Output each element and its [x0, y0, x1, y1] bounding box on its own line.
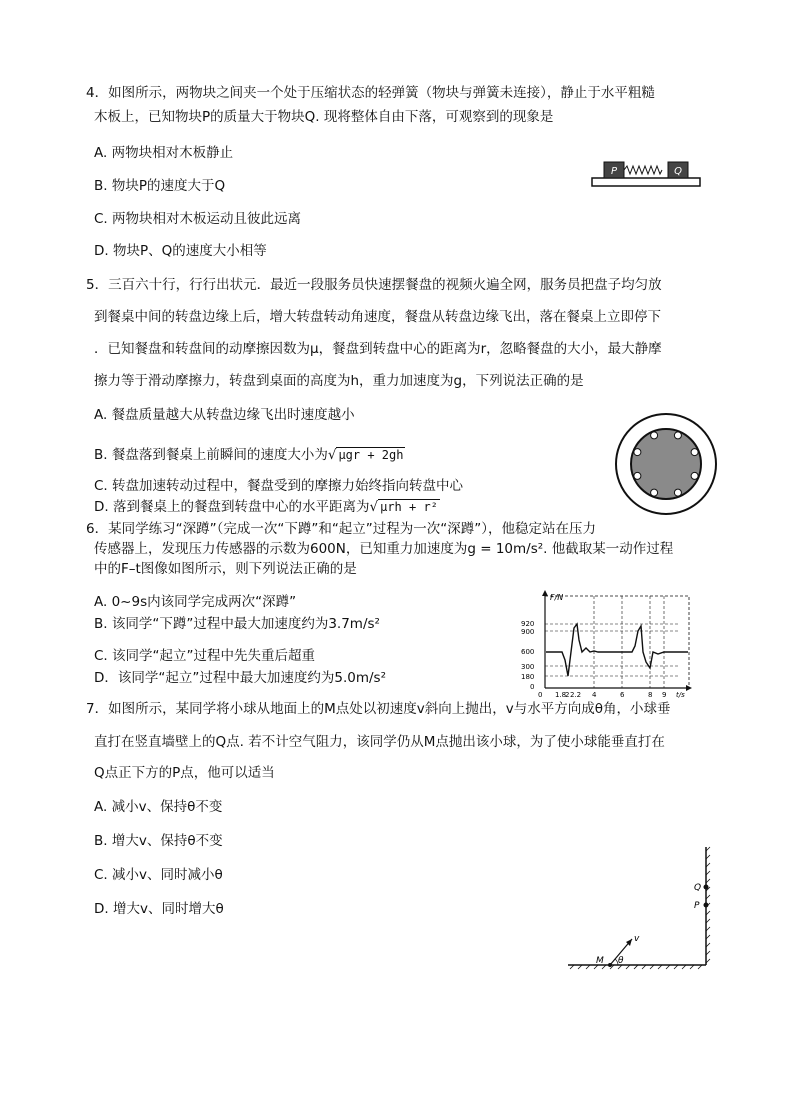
q5-stem-line3: ．已知餐盘和转盘间的动摩擦因数为μ，餐盘到转盘中心的距离为r，忽略餐盘的大小，最大静摩: [94, 341, 662, 357]
q7-point-p: [704, 903, 709, 908]
q6-ytick-900: 900: [521, 628, 535, 636]
q4-stem-line1: 4．如图所示，两物块之间夹一个处于压缩状态的轻弹簧（物块与弹簧未连接），静止于水平粗糙: [86, 85, 655, 101]
q7-option-d: D. 增大v、同时增大θ: [94, 901, 224, 917]
q4-figure: [590, 160, 702, 188]
q6-ft-chart: [518, 590, 696, 700]
q7-stem-line1: 7．如图所示，某同学将小球从地面上的M点处以初速度v斜向上抛出，v与水平方向成θ角，小球垂: [86, 701, 671, 717]
q5-option-d-radicand: μrh + r²: [380, 500, 438, 514]
q6-xtick-9: 9: [662, 691, 667, 699]
q5-stem-line2: 到餐桌中间的转盘边缘上后，增大转盘转动角速度，餐盘从转盘边缘飞出，落在餐桌上立即停下: [94, 309, 661, 325]
q7-option-b: B. 增大v、保持θ不变: [94, 833, 223, 849]
q6-stem-line3: 中的F–t图像如图所示，则下列说法正确的是: [94, 561, 357, 577]
q5-option-d-sqrt: √ μrh + r²: [369, 499, 438, 515]
q4-option-b: B. 物块P的速度大于Q: [94, 178, 226, 194]
q5-plate: [674, 432, 681, 439]
q6-xtick-1.8: 1.8: [555, 691, 567, 699]
q6-stem-line1: 6．某同学练习“深蹲”（完成一次“下蹲”和“起立”过程为一次“深蹲”），他稳定站在压力: [86, 521, 597, 537]
q6-chart-xlabel: t/s: [676, 691, 685, 699]
q4-option-c: C. 两物块相对木板运动且彼此远离: [94, 211, 302, 227]
q5-option-b-sqrt: √ μgr + 2gh: [327, 447, 404, 463]
q5-plate: [634, 449, 641, 456]
q5-option-d-text: D. 落到餐桌上的餐盘到转盘中心的水平距离为: [94, 499, 370, 515]
q6-xtick-8: 8: [648, 691, 653, 699]
q6-stem-line2: 传感器上，发现压力传感器的示数为600N，已知重力加速度为g = 10m/s². 他截取某一动作过程: [94, 541, 674, 557]
q4-label-q: Q: [674, 166, 682, 177]
q5-option-a: A. 餐盘质量越大从转盘边缘飞出时速度越小: [94, 407, 355, 423]
q5-plate: [691, 472, 698, 479]
q5-option-b: [94, 446, 405, 464]
q7-label-q: Q: [694, 883, 702, 893]
q6-ytick-600: 600: [521, 648, 535, 656]
q5-turntable: [631, 429, 701, 499]
q4-label-p: P: [610, 166, 618, 177]
q5-plate: [691, 449, 698, 456]
q5-turntable-figure: [614, 412, 718, 516]
q6-chart-ylabel: F/N: [550, 593, 564, 602]
q6-xtick-4: 4: [592, 691, 597, 699]
q5-plate: [651, 489, 658, 496]
q4-spring: [624, 166, 662, 174]
q6-ytick-920: 920: [521, 620, 535, 628]
q5-plate: [651, 432, 658, 439]
q4-board: [592, 178, 700, 186]
q5-plate: [634, 472, 641, 479]
q5-plate: [674, 489, 681, 496]
q6-xtick-2.2: 2.2: [570, 691, 582, 699]
q6-force-curve: [546, 624, 688, 676]
q5-option-d: [94, 498, 440, 516]
q7-option-c: C. 减小v、同时减小θ: [94, 867, 223, 883]
q5-stem-line1: 5．三百六十行，行行出状元．最近一段服务员快速摆餐盘的视频火遍全网，服务员把盘子均匀放: [86, 277, 662, 293]
q6-option-b: B. 该同学“下蹲”过程中最大加速度约为3.7m/s²: [94, 616, 380, 632]
q7-stem-line2: 直打在竖直墙壁上的Q点. 若不计空气阻力，该同学仍从M点抛出该小球，为了使小球能垂直打在: [94, 734, 665, 750]
q6-option-a: A. 0~9s内该同学完成两次“深蹲”: [94, 594, 297, 610]
q6-xtick-6: 6: [620, 691, 625, 699]
q6-y-arrow: [542, 590, 548, 596]
q7-option-a: A. 减小v、保持θ不变: [94, 799, 223, 815]
q6-ytick-300: 300: [521, 663, 535, 671]
q6-grid-box: [545, 596, 689, 688]
q5-option-b-radicand: μgr + 2gh: [338, 448, 404, 462]
q6-option-c: C. 该同学“起立”过程中先失重后超重: [94, 648, 315, 664]
q6-origin-label: 0: [538, 691, 543, 699]
q5-option-c: C. 转盘加速转动过程中，餐盘受到的摩擦力始终指向转盘中心: [94, 478, 464, 494]
q7-point-q: [704, 885, 709, 890]
q6-ytick-0: 0: [530, 683, 535, 691]
q7-label-v: v: [634, 934, 640, 944]
q5-option-b-text: B. 餐盘落到餐桌上前瞬间的速度大小为: [94, 447, 328, 463]
q4-stem-line2: 木板上，已知物块P的质量大于物块Q. 现将整体自由下落，可观察到的现象是: [94, 109, 554, 125]
q7-label-theta: θ: [618, 956, 624, 966]
q7-label-p: P: [694, 901, 700, 911]
q6-option-d: D．该同学“起立”过程中最大加速度约为5.0m/s²: [94, 670, 386, 686]
q5-stem-line4: 擦力等于滑动摩擦力，转盘到桌面的高度为h，重力加速度为g，下列说法正确的是: [94, 373, 584, 389]
q4-option-a: A. 两物块相对木板静止: [94, 145, 234, 161]
q6-xtick-2: 2: [565, 691, 570, 699]
q7-label-m: M: [596, 956, 604, 966]
q4-option-d: D. 物块P、Q的速度大小相等: [94, 243, 267, 259]
q7-figure: [560, 845, 715, 970]
q7-stem-line3: Q点正下方的P点，他可以适当: [94, 765, 275, 781]
q6-ytick-180: 180: [521, 673, 535, 681]
